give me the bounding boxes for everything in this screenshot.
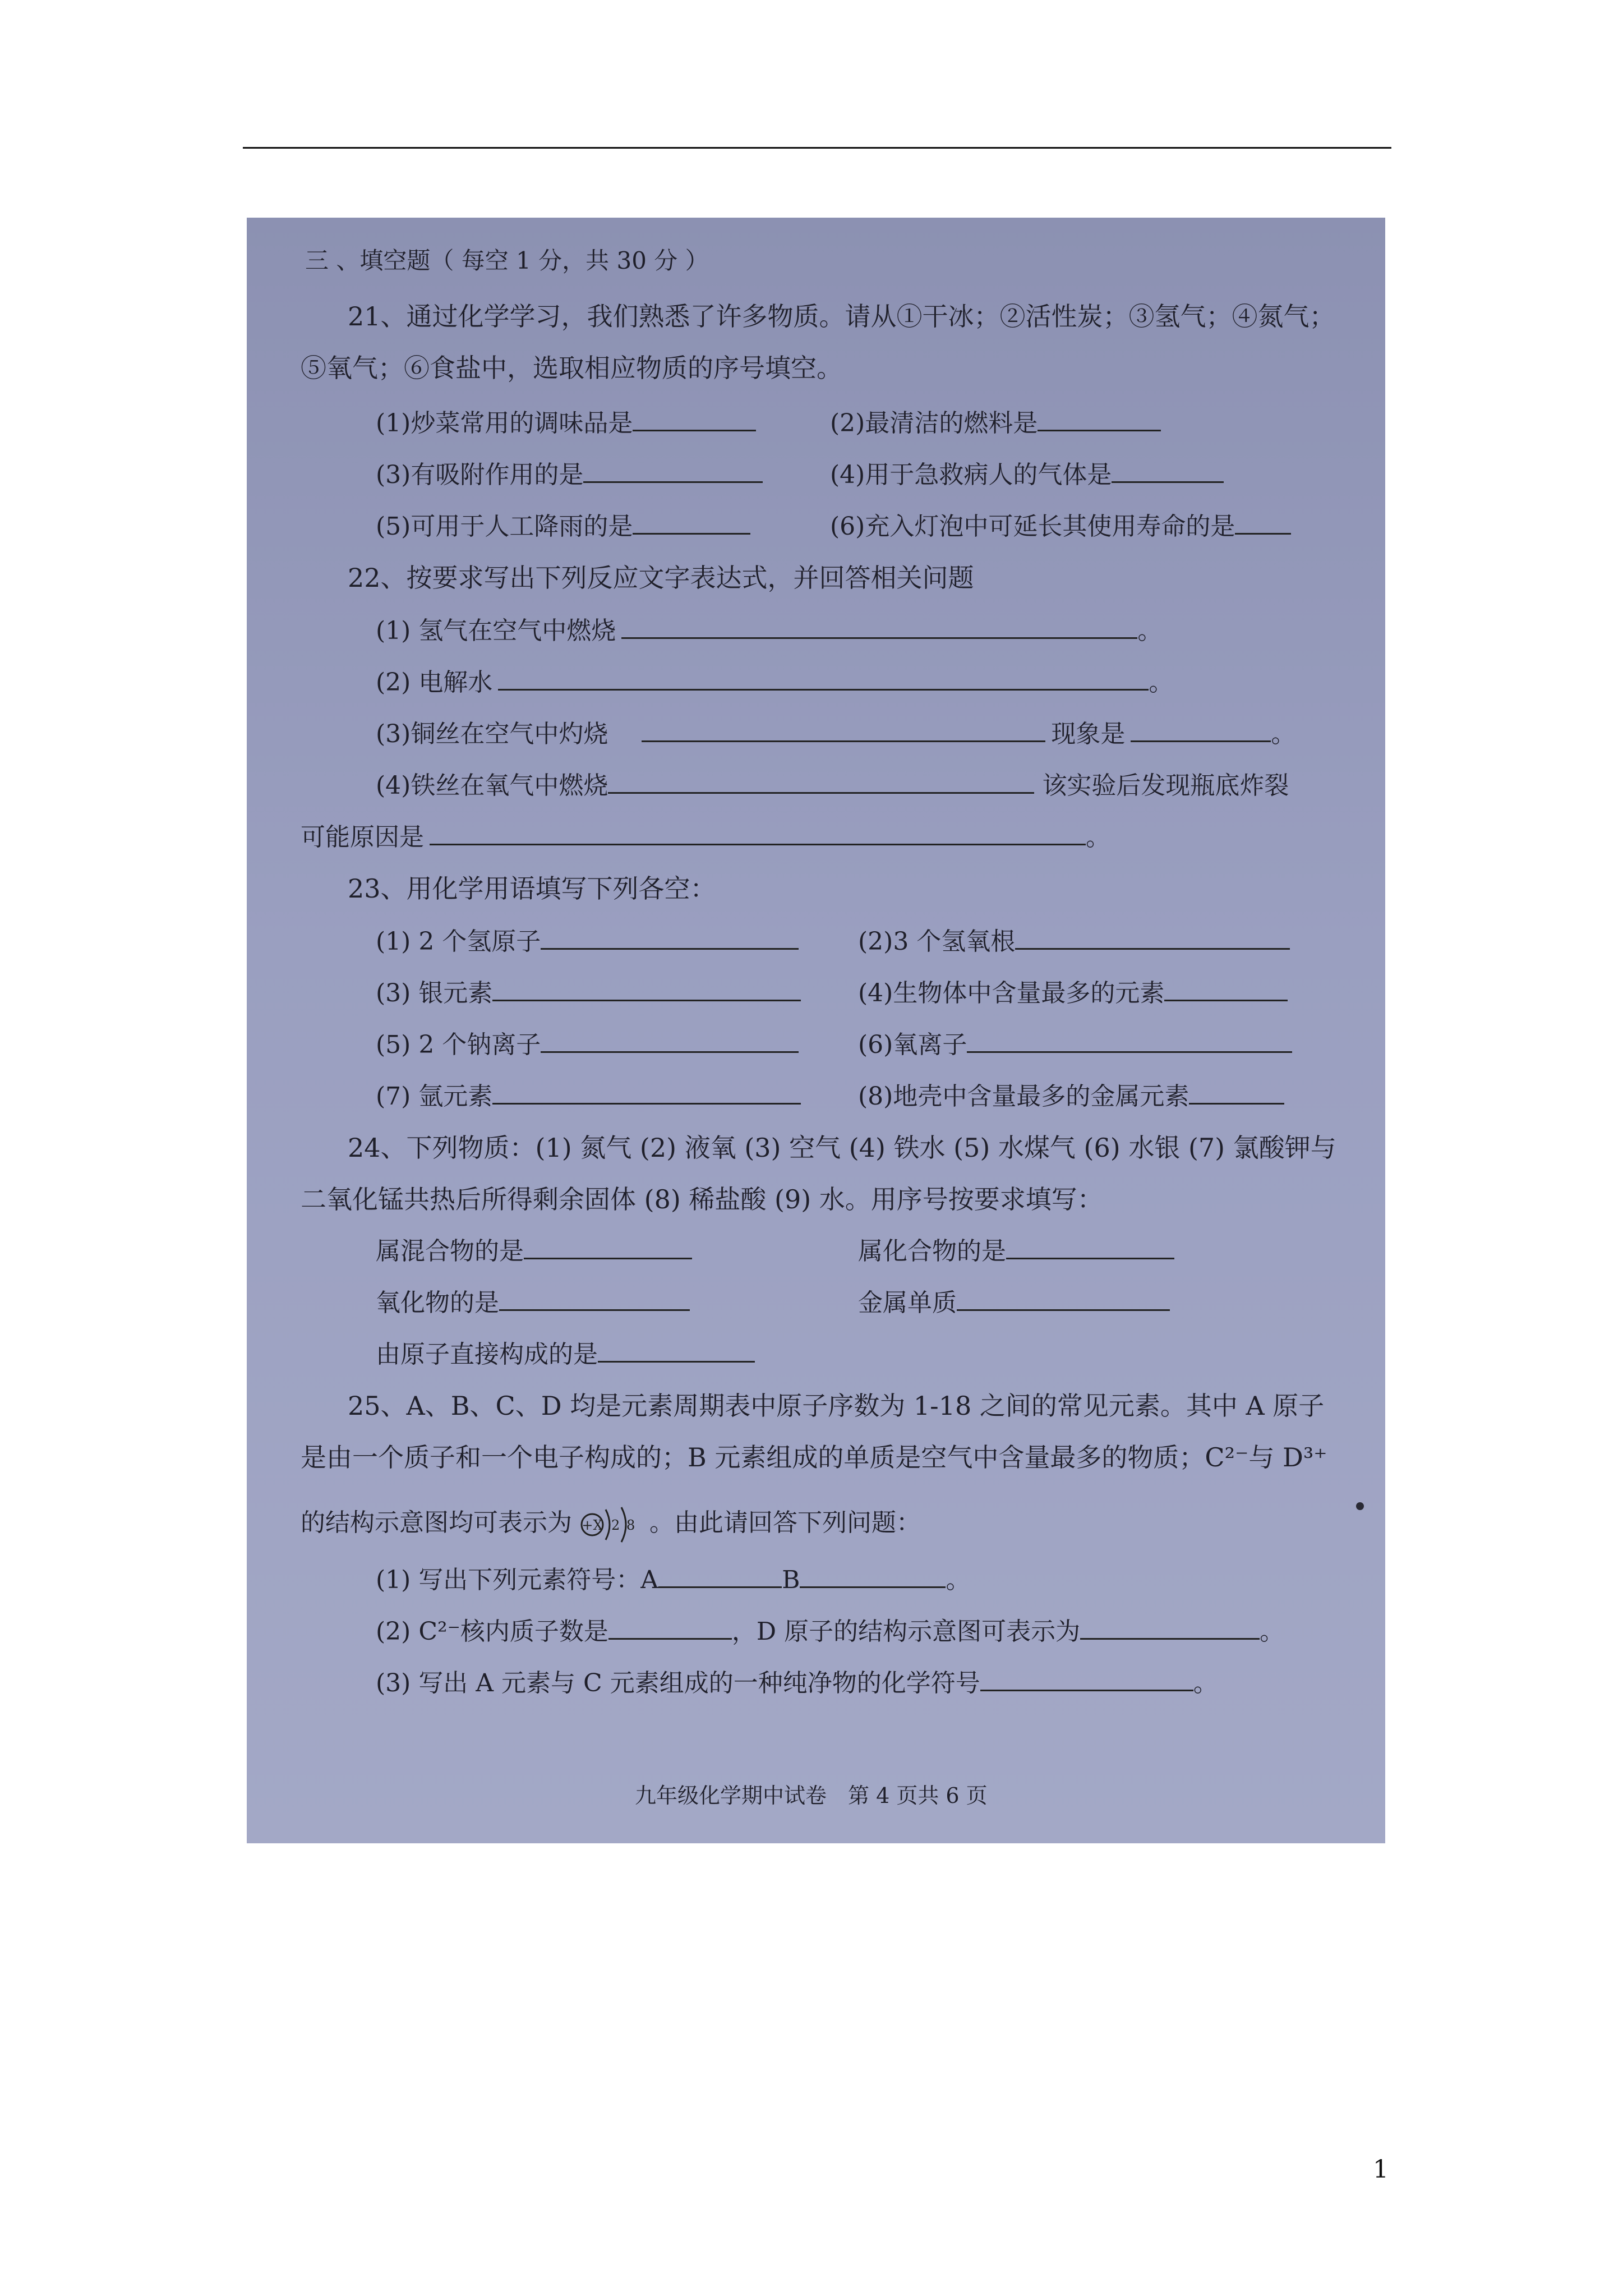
q21-part4-blank[interactable] (1112, 462, 1224, 483)
q25-stem-line2: 是由一个质子和一个电子构成的；B 元素组成的单质是空气中含量最多的物质；C²⁻与 D³⁺ (301, 1442, 1327, 1473)
atom-structure-diagram (580, 1505, 642, 1544)
q22-part4 (376, 765, 1289, 801)
q24-part4-label: 金属单质 (858, 1289, 957, 1317)
q25-part2-period: 。 (1260, 1617, 1285, 1646)
ink-dot (1356, 1502, 1364, 1510)
header-rule (243, 147, 1391, 149)
q24-part1-blank[interactable] (524, 1239, 692, 1259)
section-title: 三 、填空题（ 每空 1 分，共 30 分 ） (305, 247, 709, 274)
q23-part7 (376, 1076, 801, 1112)
q22-part3-observation-label: 现象是 (1051, 720, 1126, 748)
q22-part4-reason (301, 817, 1110, 853)
q23-part3-label: (3) 银元素 (376, 979, 493, 1007)
q21-part2-blank[interactable] (1038, 411, 1161, 431)
q25-part3-period: 。 (1193, 1669, 1218, 1697)
q23-part8-blank[interactable] (1189, 1084, 1284, 1105)
q24-part4-blank[interactable] (957, 1290, 1170, 1311)
q25-stem-line3-text-end: 。由此请回答下列问题： (649, 1508, 921, 1537)
q25-part2-label: (2) C²⁻核内质子数是 (376, 1617, 608, 1646)
q23-part8 (858, 1076, 1284, 1112)
q23-part2 (858, 921, 1290, 957)
q22-part4-note: 该实验后发现瓶底炸裂 (1042, 771, 1289, 800)
q21-part6-blank[interactable] (1235, 514, 1291, 535)
q25-part2 (376, 1611, 1284, 1647)
q21-part4 (830, 454, 1224, 490)
q22-part4-label: (4)铁丝在氧气中燃烧 (376, 771, 608, 800)
q23-part7-label: (7) 氩元素 (376, 1082, 493, 1111)
q22-part3-blank[interactable] (642, 721, 1045, 742)
q24-part5-label: 由原子直接构成的是 (376, 1340, 598, 1369)
q23-part5-blank[interactable] (541, 1032, 799, 1053)
q23-stem: 23、用化学用语填写下列各空： (348, 873, 716, 904)
q24-part2-label: 属化合物的是 (858, 1237, 1006, 1266)
q23-part6 (858, 1024, 1292, 1060)
q23-part4-label: (4)生物体中含量最多的元素 (858, 979, 1165, 1007)
q21-part6-label: (6)充入灯泡中可延长其使用寿命的是 (830, 512, 1235, 541)
q24-part1 (376, 1231, 692, 1267)
q21-stem-line1: 21、通过化学学习，我们熟悉了许多物质。请从①干冰；②活性炭；③氢气；④氮气； (348, 301, 1335, 332)
q23-part5-label: (5) 2 个钠离子 (376, 1030, 541, 1059)
q24-part5-blank[interactable] (598, 1342, 755, 1363)
q21-part2 (830, 403, 1161, 439)
q23-part8-label: (8)地壳中含量最多的金属元素 (858, 1082, 1189, 1111)
q22-part2 (376, 662, 1173, 698)
q22-part3-period: 。 (1271, 720, 1296, 748)
q21-part3-blank[interactable] (583, 462, 763, 483)
q22-part2-label: (2) 电解水 (376, 668, 493, 697)
q25-part2-blank-b[interactable] (1080, 1619, 1260, 1640)
q22-part4-reason-blank[interactable] (430, 825, 1086, 845)
q23-part1-blank[interactable] (541, 929, 799, 950)
q25-part1-label-b: B (782, 1566, 800, 1594)
q21-part1 (376, 403, 756, 439)
q21-part1-label: (1)炒菜常用的调味品是 (376, 409, 633, 438)
q23-part2-blank[interactable] (1015, 929, 1290, 950)
q24-part5 (376, 1334, 755, 1370)
q21-part6 (830, 506, 1291, 542)
q25-stem-line3-text: 的结构示意图均可表示为 (301, 1508, 572, 1537)
q23-part3-blank[interactable] (492, 981, 801, 1001)
q22-part1-period: 。 (1137, 616, 1163, 645)
q22-part2-period: 。 (1149, 668, 1174, 697)
q21-part3 (376, 454, 763, 490)
atom-nucleus-label: +X (582, 1517, 603, 1533)
q21-part5-blank[interactable] (633, 514, 750, 535)
q25-part3 (376, 1663, 1218, 1699)
atom-shell2-count: 8 (626, 1517, 635, 1533)
page-number: 1 (1373, 2155, 1389, 2184)
q22-stem: 22、按要求写出下列反应文字表达式，并回答相关问题 (348, 563, 974, 593)
q22-part1-label: (1) 氢气在空气中燃烧 (376, 616, 616, 645)
q22-part4-blank[interactable] (608, 773, 1034, 794)
atom-shell1-count: 2 (611, 1517, 620, 1533)
q24-part3-label: 氧化物的是 (376, 1289, 499, 1317)
q24-part4 (858, 1282, 1170, 1318)
q24-part1-label: 属混合物的是 (376, 1237, 524, 1266)
q25-part3-blank[interactable] (980, 1671, 1193, 1691)
q23-part5 (376, 1024, 799, 1060)
q23-part2-label: (2)3 个氢氧根 (858, 927, 1016, 956)
q22-part3 (376, 714, 1295, 749)
q25-part2-blank-a[interactable] (608, 1619, 732, 1640)
q23-part4-blank[interactable] (1164, 981, 1288, 1001)
q23-part1 (376, 921, 799, 957)
q22-part2-blank[interactable] (498, 670, 1149, 691)
q25-part1-blank-a[interactable] (658, 1567, 782, 1588)
q23-part6-blank[interactable] (967, 1032, 1292, 1053)
q21-part1-blank[interactable] (633, 411, 756, 431)
q21-part4-label: (4)用于急救病人的气体是 (830, 461, 1112, 489)
q22-part3-label: (3)铜丝在空气中灼烧 (376, 720, 608, 748)
q24-part3 (376, 1282, 690, 1318)
q21-part5-label: (5)可用于人工降雨的是 (376, 512, 633, 541)
q24-stem-line2: 二氧化锰共热后所得剩余固体 (8) 稀盐酸 (9) 水。用序号按要求填写： (301, 1184, 1103, 1214)
q25-part1-label: (1) 写出下列元素符号：A (376, 1566, 659, 1594)
q25-stem-line1: 25、A、B、C、D 均是元素周期表中原子序数为 1-18 之间的常见元素。其中 A 原子 (348, 1391, 1325, 1421)
q23-part1-label: (1) 2 个氢原子 (376, 927, 541, 956)
q23-part6-label: (6)氧离子 (858, 1030, 967, 1059)
q22-part3-observation-blank[interactable] (1131, 721, 1271, 742)
q25-part2-label-b: ，D 原子的结构示意图可表示为 (731, 1617, 1081, 1646)
q23-part7-blank[interactable] (492, 1084, 801, 1105)
q24-part2 (858, 1231, 1174, 1267)
q21-stem-line2: ⑤氧气；⑥食盐中，选取相应物质的序号填空。 (301, 353, 842, 383)
q21-part3-label: (3)有吸附作用的是 (376, 461, 584, 489)
q22-part4-period: 。 (1086, 823, 1110, 852)
q24-part3-blank[interactable] (499, 1290, 690, 1311)
q21-part2-label: (2)最清洁的燃料是 (830, 409, 1038, 438)
q23-part4 (858, 973, 1288, 1009)
q22-part1-blank[interactable] (621, 618, 1137, 639)
q24-part2-blank[interactable] (1006, 1239, 1174, 1259)
exam-photo (247, 218, 1385, 1843)
q25-stem-line3 (301, 1502, 921, 1544)
q24-stem-line1: 24、下列物质：(1) 氮气 (2) 液氧 (3) 空气 (4) 铁水 (5) 水煤气 (6) 水银 (7) 氯酸钾与 (348, 1133, 1336, 1163)
q21-part5 (376, 506, 750, 542)
q25-part1-blank-b[interactable] (800, 1567, 946, 1588)
q25-part1-period: 。 (946, 1566, 971, 1594)
exam-footer: 九年级化学期中试卷 第 4 页共 6 页 (635, 1783, 988, 1808)
q22-part1 (376, 610, 1162, 646)
q25-part3-label: (3) 写出 A 元素与 C 元素组成的一种纯净物的化学符号 (376, 1669, 980, 1697)
q25-part1 (376, 1559, 970, 1595)
q22-part4-reason-label: 可能原因是 (301, 823, 424, 852)
q23-part3 (376, 973, 801, 1009)
